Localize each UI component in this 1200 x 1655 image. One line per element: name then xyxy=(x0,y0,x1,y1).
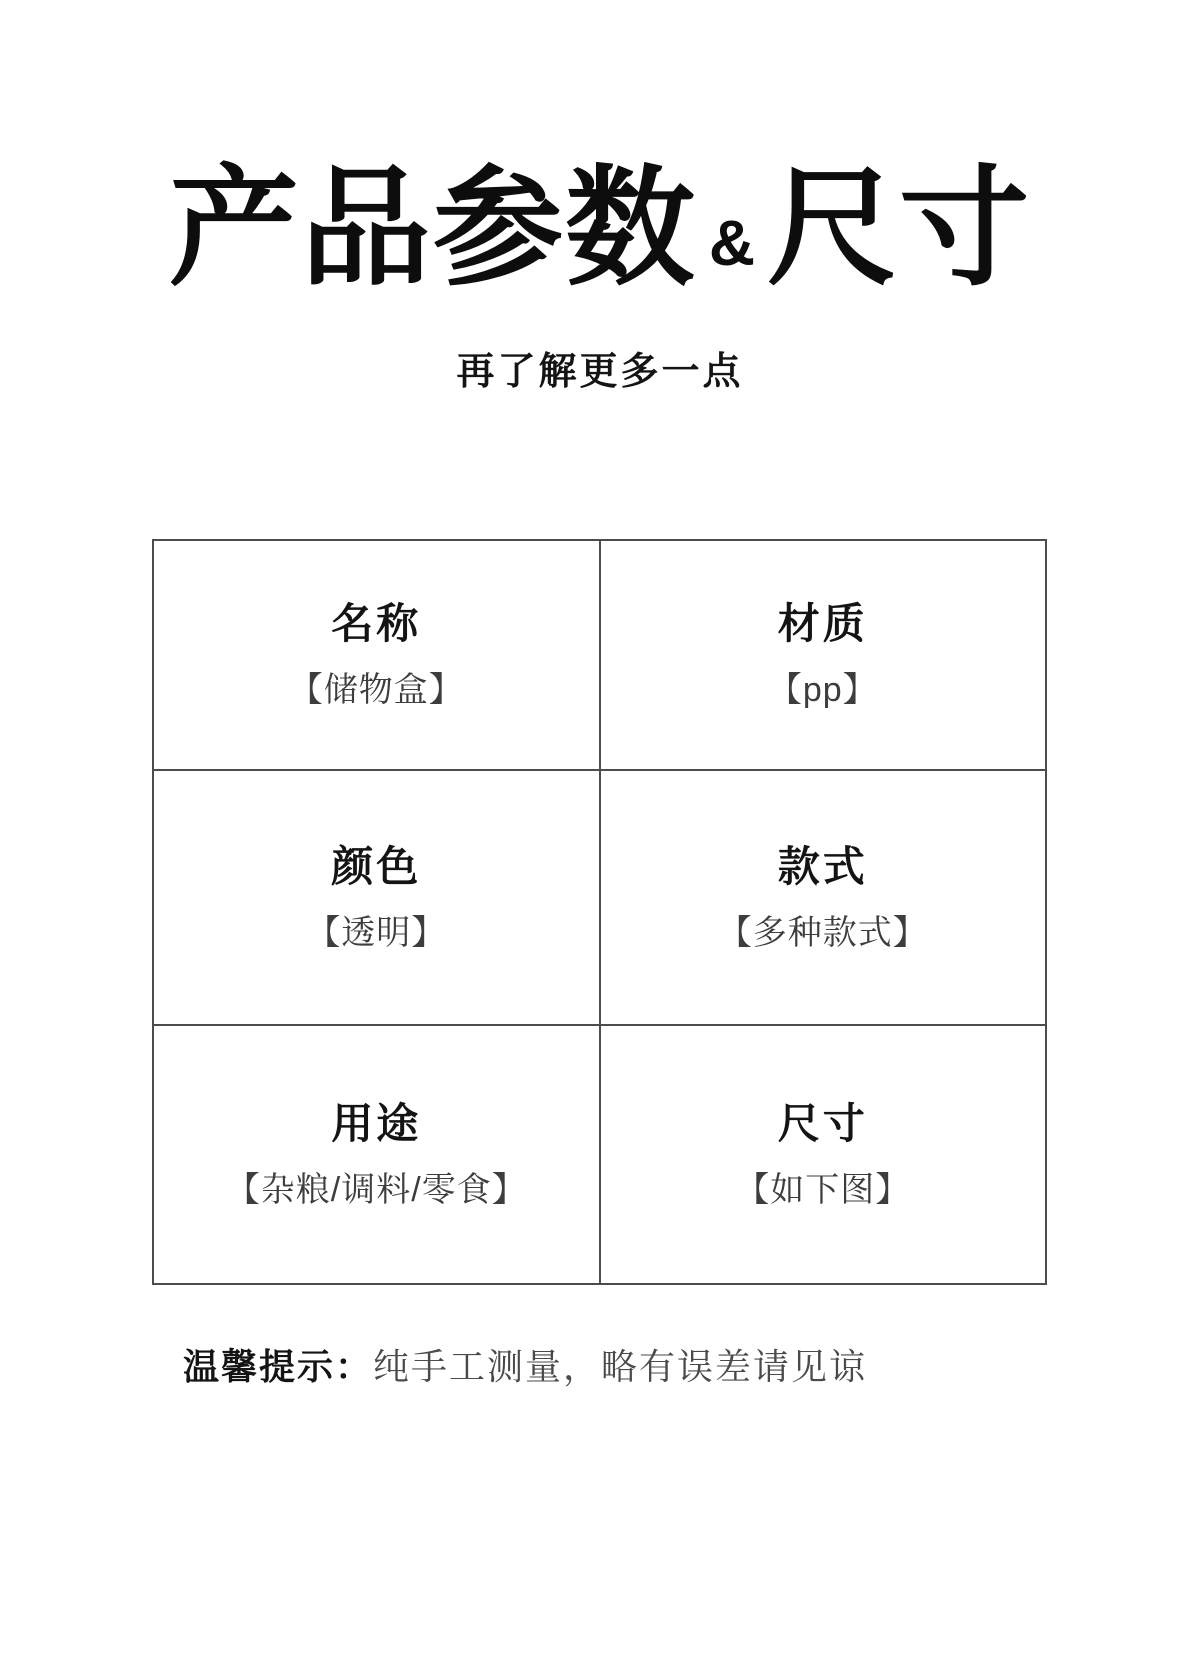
spec-row xyxy=(153,770,1046,1025)
spec-table xyxy=(152,539,1047,1285)
page-subtitle: 再了解更多一点 xyxy=(456,351,744,393)
spec-cell-usage xyxy=(153,1025,600,1284)
spec-row xyxy=(153,540,1046,770)
spec-value-style: 【多种款式】 xyxy=(717,913,928,952)
spec-label-size: 尺寸 xyxy=(777,1099,868,1147)
spec-value-color: 【透明】 xyxy=(306,913,447,952)
spec-label-usage: 用途 xyxy=(331,1099,422,1147)
footer-note-text: 纯手工测量，略有误差请见谅 xyxy=(373,1346,868,1387)
spec-cell-name xyxy=(153,540,600,770)
footer-note xyxy=(183,1342,867,1392)
spec-cell-style xyxy=(600,770,1047,1025)
spec-value-material: 【pp】 xyxy=(767,671,878,709)
spec-label-color: 颜色 xyxy=(331,842,422,890)
spec-row xyxy=(153,1025,1046,1284)
page-title-part1: 产品参数 xyxy=(168,155,697,301)
page-title-part2: 尺寸 xyxy=(767,155,1032,301)
spec-label-material: 材质 xyxy=(777,600,868,647)
footer-note-label: 温馨提示： xyxy=(183,1346,374,1387)
spec-cell-size xyxy=(600,1025,1047,1284)
spec-label-name: 名称 xyxy=(331,600,422,647)
spec-cell-color xyxy=(153,770,600,1025)
spec-value-name: 【储物盒】 xyxy=(288,671,464,709)
spec-value-size: 【如下图】 xyxy=(735,1170,911,1209)
title-ampersand: & xyxy=(708,207,756,279)
spec-cell-material xyxy=(600,540,1047,770)
spec-label-style: 款式 xyxy=(777,842,868,890)
spec-value-usage: 【杂粮/调料/零食】 xyxy=(225,1170,527,1209)
page-title xyxy=(0,155,1200,301)
